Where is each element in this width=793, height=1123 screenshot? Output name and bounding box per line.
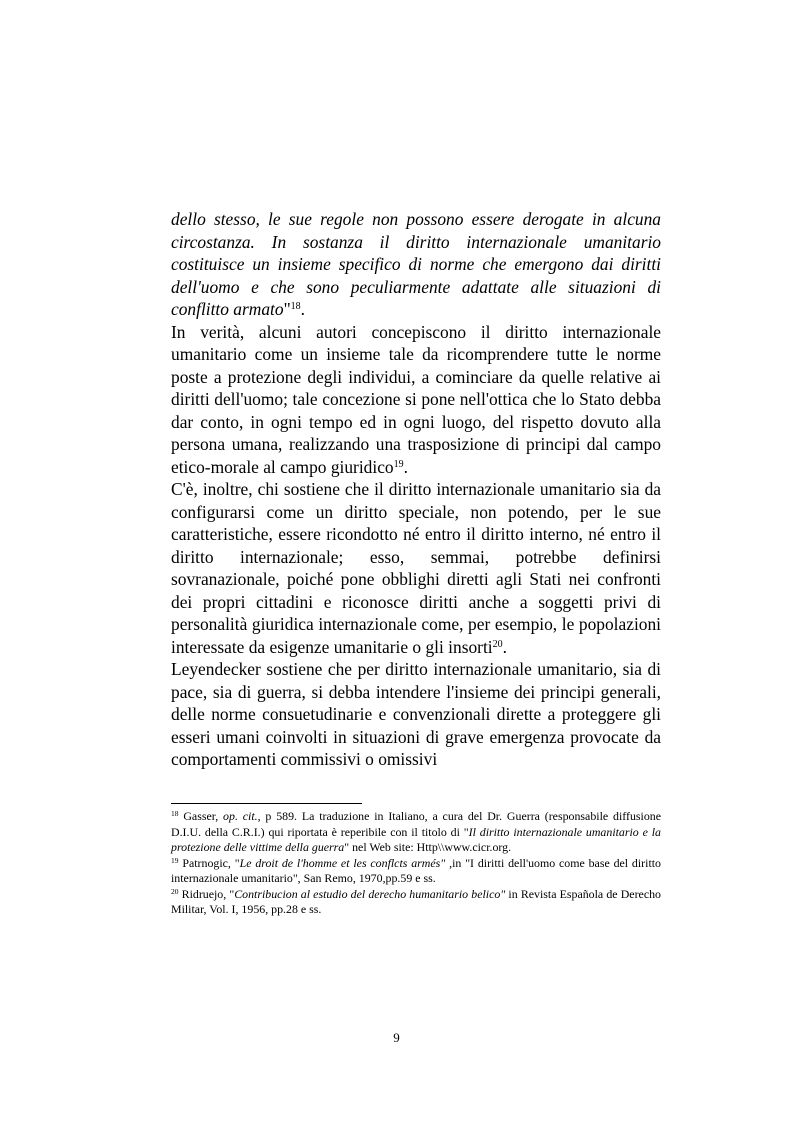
paragraph-text: C'è, inoltre, chi sostiene che il diritto internazionale umanitario sia da configurarsi come un diritto speciale, non potendo, per le sue caratteristiche, essere ricondotto né entro il diritto interno, né entro il diritto internazionale; esso, semmai, potrebbe definirsi sovranazionale, poiché pone obblighi diretti agli Stati nei confronti dei propri cittadini e riconosce diritti anche a soggetti privi di personalità giuridica internazionale come, per esempio, le popolazioni interessate da esigenze umanitarie o gli insorti <box>171 479 661 657</box>
sentence-end: . <box>300 299 306 319</box>
footnote-number: 20 <box>171 886 179 896</box>
footnote-title: Il diritto internazionale umanitario e la protezione delle vittime della guerra <box>171 824 662 854</box>
footnote-text: " nel Web site: Http\\www.cicr.org. <box>344 840 512 854</box>
paragraph <box>171 658 661 771</box>
body-text <box>171 208 661 771</box>
footnote-title: Le droit de l'homme et les conflcts armés" <box>239 855 446 870</box>
footnote-text: ,in "I diritti dell'uomo come base del diritto internazionale umanitario", San Remo, 1970,pp.59 e ss. <box>171 855 661 885</box>
footnote-text: in Revista Española de Derecho Militar, Vol. I, 1956, pp.28 e ss. <box>171 886 661 916</box>
footnote <box>171 856 661 887</box>
footnote-ref-19[interactable]: 19 <box>393 458 404 470</box>
footnote-title: Contribucion al estudio del derecho humanitario belico" <box>234 886 506 901</box>
footnote-text: , p 589. La traduzione in Italiano, a cura del Dr. Guerra (responsabile diffusione D.I.U. della C.R.I.) qui riportata è reperibile con il titolo di " <box>171 809 661 839</box>
footnote-ref-20[interactable]: 20 <box>492 638 503 650</box>
paragraph-text: Leyendecker sostiene che per diritto internazionale umanitario, sia di pace, sia di guerra, si debba intendere l'insieme dei principi generali, delle norme consuetudinarie e convenzionali dirette a proteggere gli esseri umani coinvolti in situazioni di grave emergenza provocate da comportamenti commissivi o omissivi <box>171 659 661 769</box>
footnote-author: Gasser, <box>183 809 224 823</box>
footnote-number: 19 <box>171 855 179 865</box>
footnotes <box>171 809 661 918</box>
footnote <box>171 809 661 856</box>
page-number: 9 <box>393 1030 400 1045</box>
footnote-author: Ridruejo, " <box>181 886 235 901</box>
quote-text: dello stesso, le sue regole non possono essere derogate in alcuna circostanza. In sostanza il diritto internazionale umanitario costituisce un insieme specifico di norme che emergono dai diritti dell'uomo e che sono peculiarmente adattate alle situazioni di conflitto armato <box>171 209 661 319</box>
footnote <box>171 887 661 918</box>
paragraph-text: In verità, alcuni autori concepiscono il diritto internazionale umanitario come un insieme tale da ricomprendere tutte le norme poste a protezione degli individui, a cominciare da quelle relative ai diritti dell'uomo; tale concezione si pone nell'ottica che lo Stato debba dar conto, in ogni tempo ed in ogni luogo, del rispetto dovuto alla persona umana, realizzando una trasposizione di principi dal campo etico-morale al campo giuridico <box>171 321 661 477</box>
quote-close: " <box>283 299 291 319</box>
footnote-number: 18 <box>171 809 179 818</box>
footnote-separator <box>171 803 362 804</box>
paragraph-quote-continuation <box>171 208 661 321</box>
sentence-end: . <box>502 636 507 657</box>
footnote-ref-18[interactable]: 18 <box>290 301 301 312</box>
footnote-work: op. cit. <box>223 809 258 823</box>
footnote-author: Patrnogic, " <box>182 855 240 870</box>
sentence-end: . <box>403 456 408 477</box>
paragraph <box>171 478 661 658</box>
paragraph <box>171 321 661 479</box>
